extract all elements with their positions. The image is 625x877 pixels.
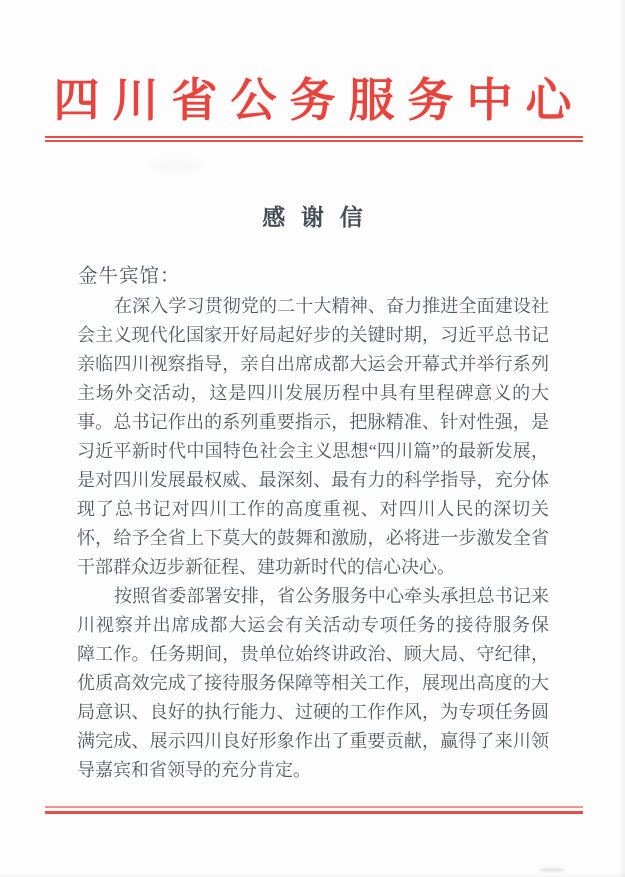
footer-rule-line-1	[45, 806, 583, 808]
body-line: 在深入学习贯彻党的二十大精神、奋力推进全面建设社	[114, 296, 549, 316]
body-line: 主场外交活动，这是四川发展历程中具有里程碑意义的大	[77, 383, 549, 403]
body-line: 满完成、展示四川良好形象作出了重要贡献，赢得了来川领	[77, 731, 549, 751]
footer-rule-line-2	[45, 811, 583, 814]
body-line: 会主义现代化国家开好局起好步的关键时期，习近平总书记	[77, 325, 549, 345]
body-line: 是对四川发展最权威、最深刻、最有力的科学指导，充分体	[77, 470, 549, 490]
body-line: 局意识、良好的执行能力、过硬的工作作风，为专项任务圆	[77, 702, 549, 722]
letterhead-title: 四川省公务服务中心	[53, 75, 585, 126]
body-line: 习近平新时代中国特色社会主义思想“四川篇”的最新发展，	[77, 441, 549, 461]
body-line: 导嘉宾和省领导的充分肯定。	[77, 760, 311, 780]
letterhead-rule-line-2	[45, 140, 583, 142]
scan-artifact	[150, 158, 202, 174]
body-line: 干部群众迈步新征程、建功新时代的信心决心。	[77, 557, 455, 577]
body-line: 按照省委部署安排，省公务服务中心牵头承担总书记来	[114, 586, 549, 606]
salutation: 金牛宾馆：	[78, 266, 181, 287]
scan-edge-shadow	[618, 0, 625, 877]
body-line: 亲临四川视察指导，亲自出席成都大运会开幕式并举行系列	[77, 354, 549, 374]
paragraph-1	[77, 292, 549, 582]
letterhead-rule	[45, 136, 583, 142]
footer-rule	[45, 806, 583, 814]
body-line: 事。总书记作出的系列重要指示，把脉精准、针对性强，是	[77, 412, 549, 432]
letter-body	[77, 292, 549, 785]
scan-edge-shadow	[0, 872, 625, 877]
body-line: 现了总书记对四川工作的高度重视、对四川人民的深切关	[77, 499, 549, 519]
body-line: 障工作。任务期间，贵单位始终讲政治、顾大局、守纪律，	[77, 644, 549, 664]
document-title: 感 谢 信	[262, 205, 368, 230]
body-line: 优质高效完成了接待服务保障等相关工作，展现出高度的大	[77, 673, 549, 693]
body-line: 怀，给予全省上下莫大的鼓舞和激励，必将进一步激发全省	[77, 528, 549, 548]
paragraph-2	[77, 582, 549, 785]
body-line: 川视察并出席成都大运会有关活动专项任务的接待服务保	[77, 615, 549, 635]
letterhead-rule-line-1	[45, 136, 583, 138]
scan-artifact	[539, 868, 565, 872]
